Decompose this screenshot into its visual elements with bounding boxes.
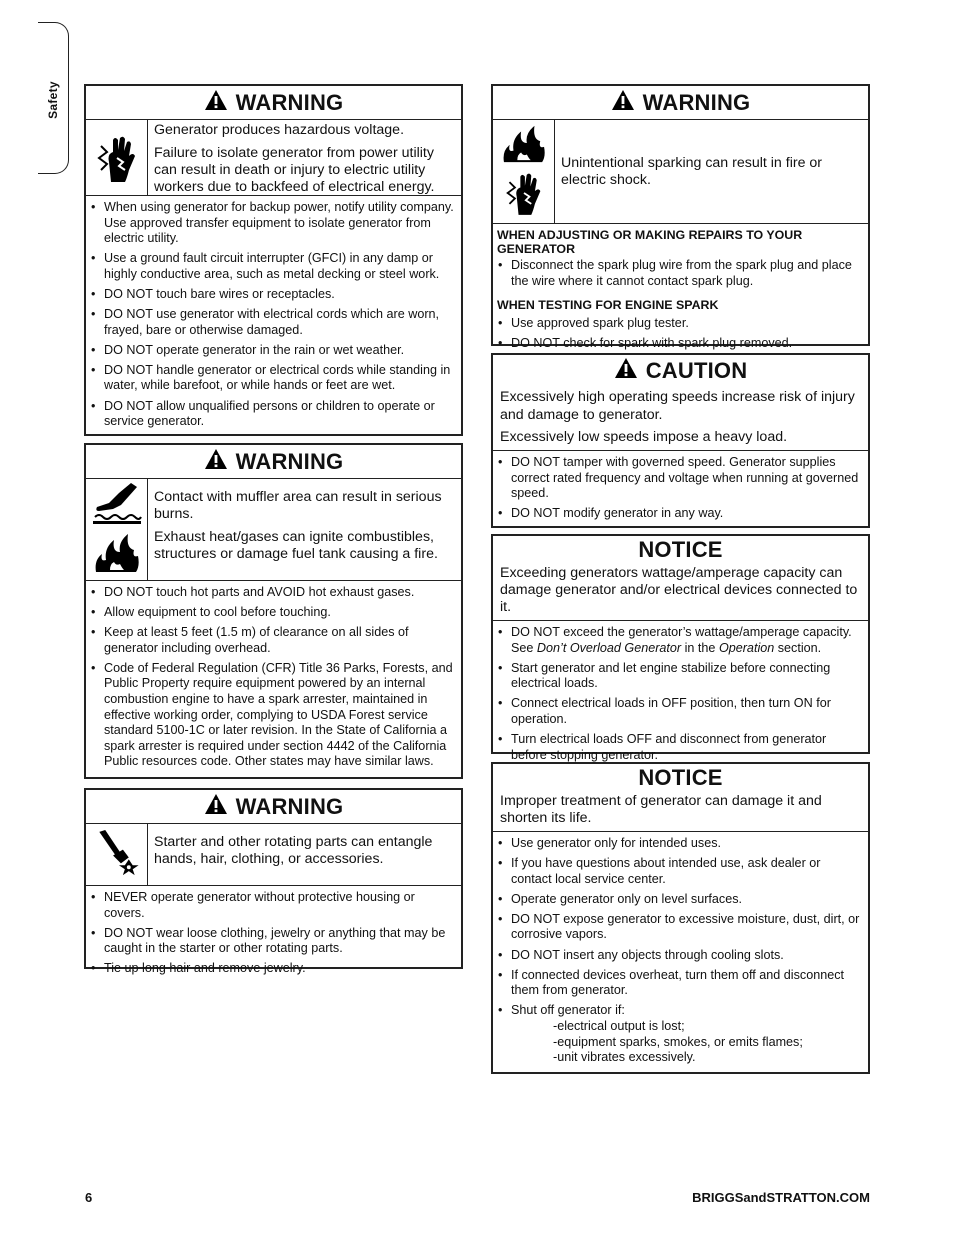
electric-shock-hand-icon (504, 169, 544, 222)
hazard-text: Unintentional sparking can result in fire or electric shock. (561, 154, 823, 188)
notice-header: NOTICE (638, 537, 723, 562)
website-url: BRIGGSandSTRATTON.COM (692, 1190, 870, 1205)
hazard-text: Exhaust heat/gases can ignite combustibles, structures or damage fuel tank causing a fire. (154, 529, 438, 562)
precaution-list (493, 258, 868, 298)
notice-box-capacity (491, 534, 870, 762)
precaution-list (86, 196, 461, 438)
list-item: • NEVER operate generator without protective housing or covers. (104, 890, 455, 921)
precaution-list (493, 621, 868, 772)
warning-header: WARNING (493, 86, 868, 120)
entanglement-hand-icon (86, 824, 148, 885)
hazard-text: Excessively low speeds impose a heavy load. (500, 429, 788, 445)
sub-item: -unit vibrates excessively. (553, 1050, 696, 1065)
caution-box-speed (491, 353, 870, 528)
warning-box-entanglement (84, 788, 463, 976)
warning-header: WARNING (86, 445, 461, 479)
warning-triangle-icon (204, 448, 228, 476)
list-item: • Disconnect the spark plug wire from the spark plug and place the wire where it cannot contact spark plug. (511, 258, 862, 289)
list-item: • DO NOT insert any objects through cooling slots. (511, 948, 862, 964)
warning-triangle-icon (614, 357, 638, 385)
section-tab-label: Safety (46, 81, 60, 119)
list-item: • DO NOT wear loose clothing, jewelry or anything that may be caught in the starter or other rotating parts. (104, 926, 455, 957)
list-item: • If connected devices overheat, turn them off and disconnect them from generator. (511, 968, 862, 999)
list-item: • Start generator and let engine stabilize before connecting electrical loads. (511, 661, 862, 692)
sub-item: -electrical output is lost; (553, 1018, 685, 1033)
hazard-text: Failure to isolate generator from power utility can result in death or injury to electric utility workers due to backfeed of electrical energy. (154, 145, 435, 195)
hazard-text: Excessively high operating speeds increase risk of injury and damage to generator. (500, 389, 855, 423)
notice-header: NOTICE (638, 765, 723, 790)
list-item: • Turn electrical loads OFF and disconnect from generator before stopping generator. (511, 732, 862, 763)
hazard-text: Exceeding generators wattage/amperage capacity can damage generator and/or electrical devices connected to it. (500, 565, 858, 615)
list-item: • DO NOT check for spark with spark plug removed. (511, 336, 862, 352)
list-item: • Use approved spark plug tester. (511, 316, 862, 332)
list-item: • Connect electrical loads in OFF position, then turn ON for operation. (511, 696, 862, 727)
electric-shock-hand-icon (86, 120, 148, 195)
list-item: • If you have questions about intended use, ask dealer or contact local service center. (511, 856, 862, 887)
warning-triangle-icon (204, 89, 228, 117)
warning-header: WARNING (86, 86, 461, 120)
precaution-list (493, 832, 868, 1074)
list-item: • DO NOT allow unqualified persons or children to operate or service generator. (104, 399, 455, 430)
warning-box-burns (84, 443, 463, 779)
list-item: • Use generator only for intended uses. (511, 836, 862, 852)
hazard-text: Starter and other rotating parts can entangle hands, hair, clothing, or accessories. (154, 834, 433, 867)
warning-box-electrical (84, 84, 463, 436)
list-item: • DO NOT touch bare wires or receptacles. (104, 287, 455, 303)
notice-box-treatment (491, 762, 870, 1074)
list-item: • DO NOT use generator with electrical cords which are worn, frayed, bare or otherwise damaged. (104, 307, 455, 338)
warning-box-sparking (491, 84, 870, 350)
list-item: • When using generator for backup power, notify utility company. Use approved transfer equipment to isolate generator from electric utility. (104, 200, 455, 247)
list-item: • Keep at least 5 feet (1.5 m) of clearance on all sides of generator including overhead. (104, 625, 455, 656)
list-item: • DO NOT operate generator in the rain or wet weather. (104, 343, 455, 359)
list-item: • DO NOT modify generator in any way. (511, 506, 862, 522)
precaution-list (86, 886, 461, 985)
precaution-list (493, 451, 868, 530)
list-item: • Use a ground fault circuit interrupter (GFCI) in any damp or highly conductive area, such as metal decking or steel work. (104, 251, 455, 282)
list-item: • DO NOT expose generator to excessive moisture, dust, dirt, or corrosive vapors. (511, 912, 862, 943)
precaution-list (86, 581, 461, 779)
sub-item: -equipment sparks, smokes, or emits flames; (553, 1034, 803, 1049)
subsection-heading: WHEN TESTING FOR ENGINE SPARK (497, 297, 719, 312)
list-item: • DO NOT exceed the generator’s wattage/amperage capacity. See Don’t Overload Generator in the Operation section. (511, 625, 862, 656)
list-item: • Code of Federal Regulation (CFR) Title 36 Parks, Forests, and Public Property require equipment powered by an internal combustion engine to have a spark arrester, maintained in effective working order, complying to USDA Forest service standard 5100-1C or later revision. In the State of California a spark arrester is required under section 4442 of the California Public resources code. Other states may have similar laws. (104, 661, 455, 770)
list-item: • Operate generator only on level surfaces. (511, 892, 862, 908)
subsection-heading: WHEN ADJUSTING OR MAKING REPAIRS TO YOUR GENERATOR (497, 228, 803, 256)
hot-surface-hand-icon (91, 481, 143, 530)
warning-triangle-icon (204, 793, 228, 821)
warning-header: WARNING (86, 790, 461, 824)
list-item: • DO NOT tamper with governed speed. Generator supplies correct rated frequency and voltage when running at governed speed. (511, 455, 862, 502)
hazard-text: Contact with muffler area can result in serious burns. (154, 489, 442, 522)
hazard-text: Generator produces hazardous voltage. (154, 122, 405, 138)
list-item: • DO NOT touch hot parts and AVOID hot exhaust gases. (104, 585, 455, 601)
page-number: 6 (85, 1190, 93, 1205)
fire-icon (92, 530, 142, 579)
list-item: • Allow equipment to cool before touching. (104, 605, 455, 621)
hazard-text: Improper treatment of generator can damage it and shorten its life. (500, 793, 822, 826)
fire-icon (499, 122, 549, 169)
list-item: • Tie up long hair and remove jewelry. (104, 961, 455, 977)
warning-triangle-icon (611, 89, 635, 117)
caution-header: CAUTION (493, 355, 868, 387)
list-item: • DO NOT handle generator or electrical cords while standing in water, while barefoot, or while hands or feet are wet. (104, 363, 455, 394)
list-item: • Shut off generator if: -electrical output is lost; -equipment sparks, smokes, or emits flames; -unit vibrates excessively. (511, 1003, 862, 1065)
